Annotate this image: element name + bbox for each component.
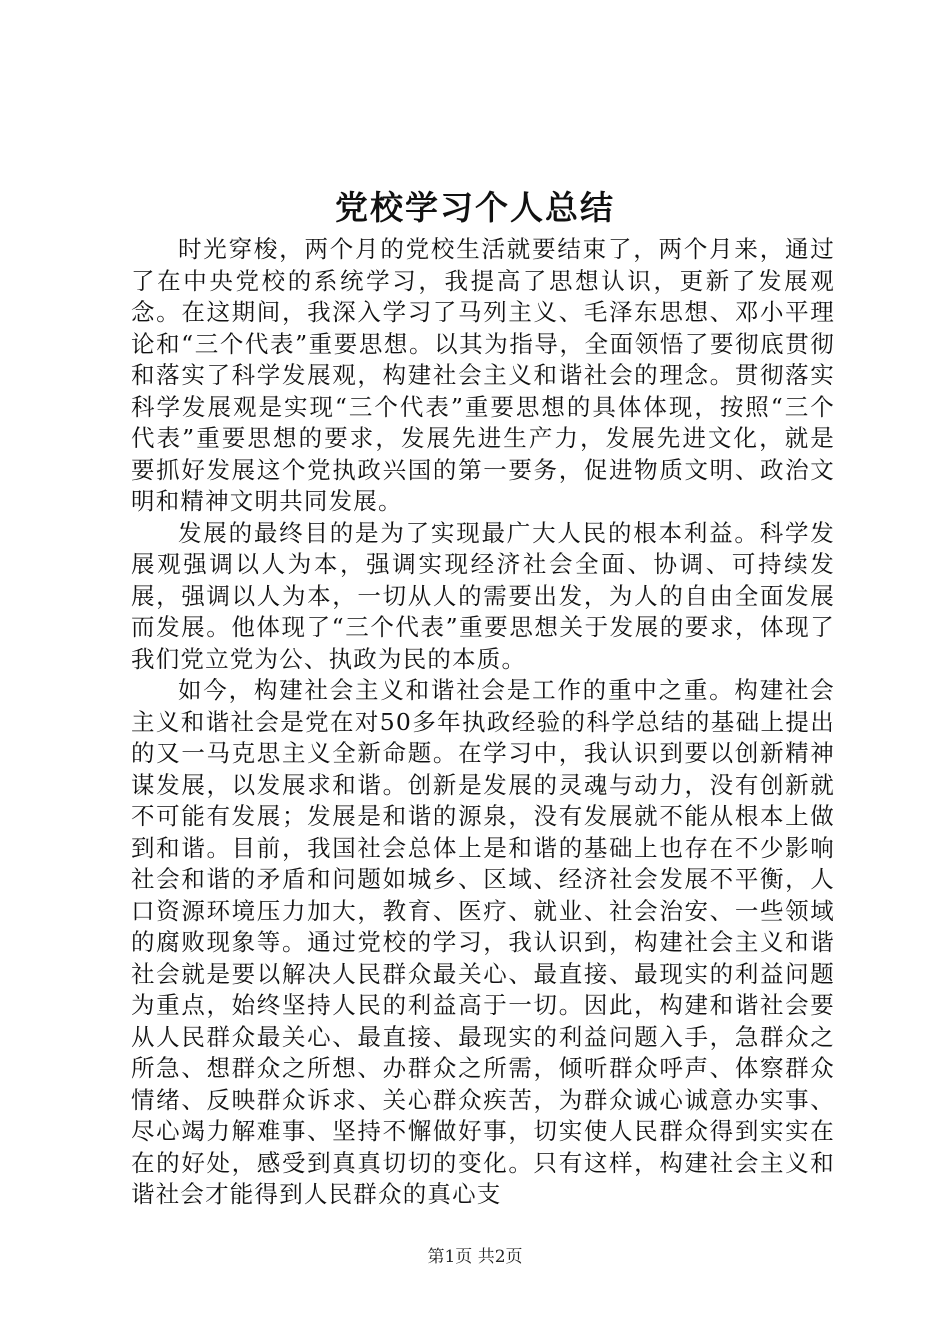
page-number-footer: 第1页 共2页 (427, 1247, 523, 1267)
paragraph-2: 发展的最终目的是为了实现最广大人民的根本利益。科学发展观强调以人为本，强调实现经济社会全面、协调、可持续发展，强调以人为本，一切从人的需要出发，为人的自由全面发展而发展。他体现了“三个代表”重要思想关于发展的要求，体现了我们党立党为公、执政为民的本质。 (131, 518, 835, 673)
document-title: 党校学习个人总结 (335, 188, 615, 227)
paragraph-1: 时光穿梭，两个月的党校生活就要结束了，两个月来，通过了在中央党校的系统学习，我提高了思想认识，更新了发展观念。在这期间，我深入学习了马列主义、毛泽东思想、邓小平理论和“三个代表”重要思想。以其为指导，全面领悟了要彻底贯彻和落实了科学发展观，构建社会主义和谐社会的理念。贯彻落实科学发展观是实现“三个代表”重要思想的具体体现，按照“三个代表”重要思想的要求，发展先进生产力，发展先进文化，就是要抓好发展这个党执政兴国的第一要务，促进物质文明、政治文明和精神文明共同发展。 (131, 235, 835, 515)
paragraph-3: 如今，构建社会主义和谐社会是工作的重中之重。构建社会主义和谐社会是党在对50多年执政经验的科学总结的基础上提出的又一马克思主义全新命题。在学习中，我认识到要以创新精神谋发展，以发展求和谐。创新是发展的灵魂与动力，没有创新就不可能有发展；发展是和谐的源泉，没有发展就不能从根本上做到和谐。目前，我国社会总体上是和谐的基础上也存在不少影响社会和谐的矛盾和问题如城乡、区域、经济社会发展不平衡，人口资源环境压力加大，教育、医疗、就业、社会治安、一些领域的腐败现象等。通过党校的学习，我认识到，构建社会主义和谐社会就是要以解决人民群众最关心、最直接、最现实的利益问题为重点，始终坚持人民的利益高于一切。因此，构建和谐社会要从人民群众最关心、最直接、最现实的利益问题入手，急群众之所急、想群众之所想、办群众之所需，倾听群众呼声、体察群众情绪、反映群众诉求、关心群众疾苦，为群众诚心诚意办实事、尽心竭力解难事、坚持不懈做好事，切实使人民群众得到实实在在的好处，感受到真真切切的变化。只有这样，构建社会主义和谐社会才能得到人民群众的真心支 (131, 676, 835, 1208)
document-body (131, 234, 835, 1211)
